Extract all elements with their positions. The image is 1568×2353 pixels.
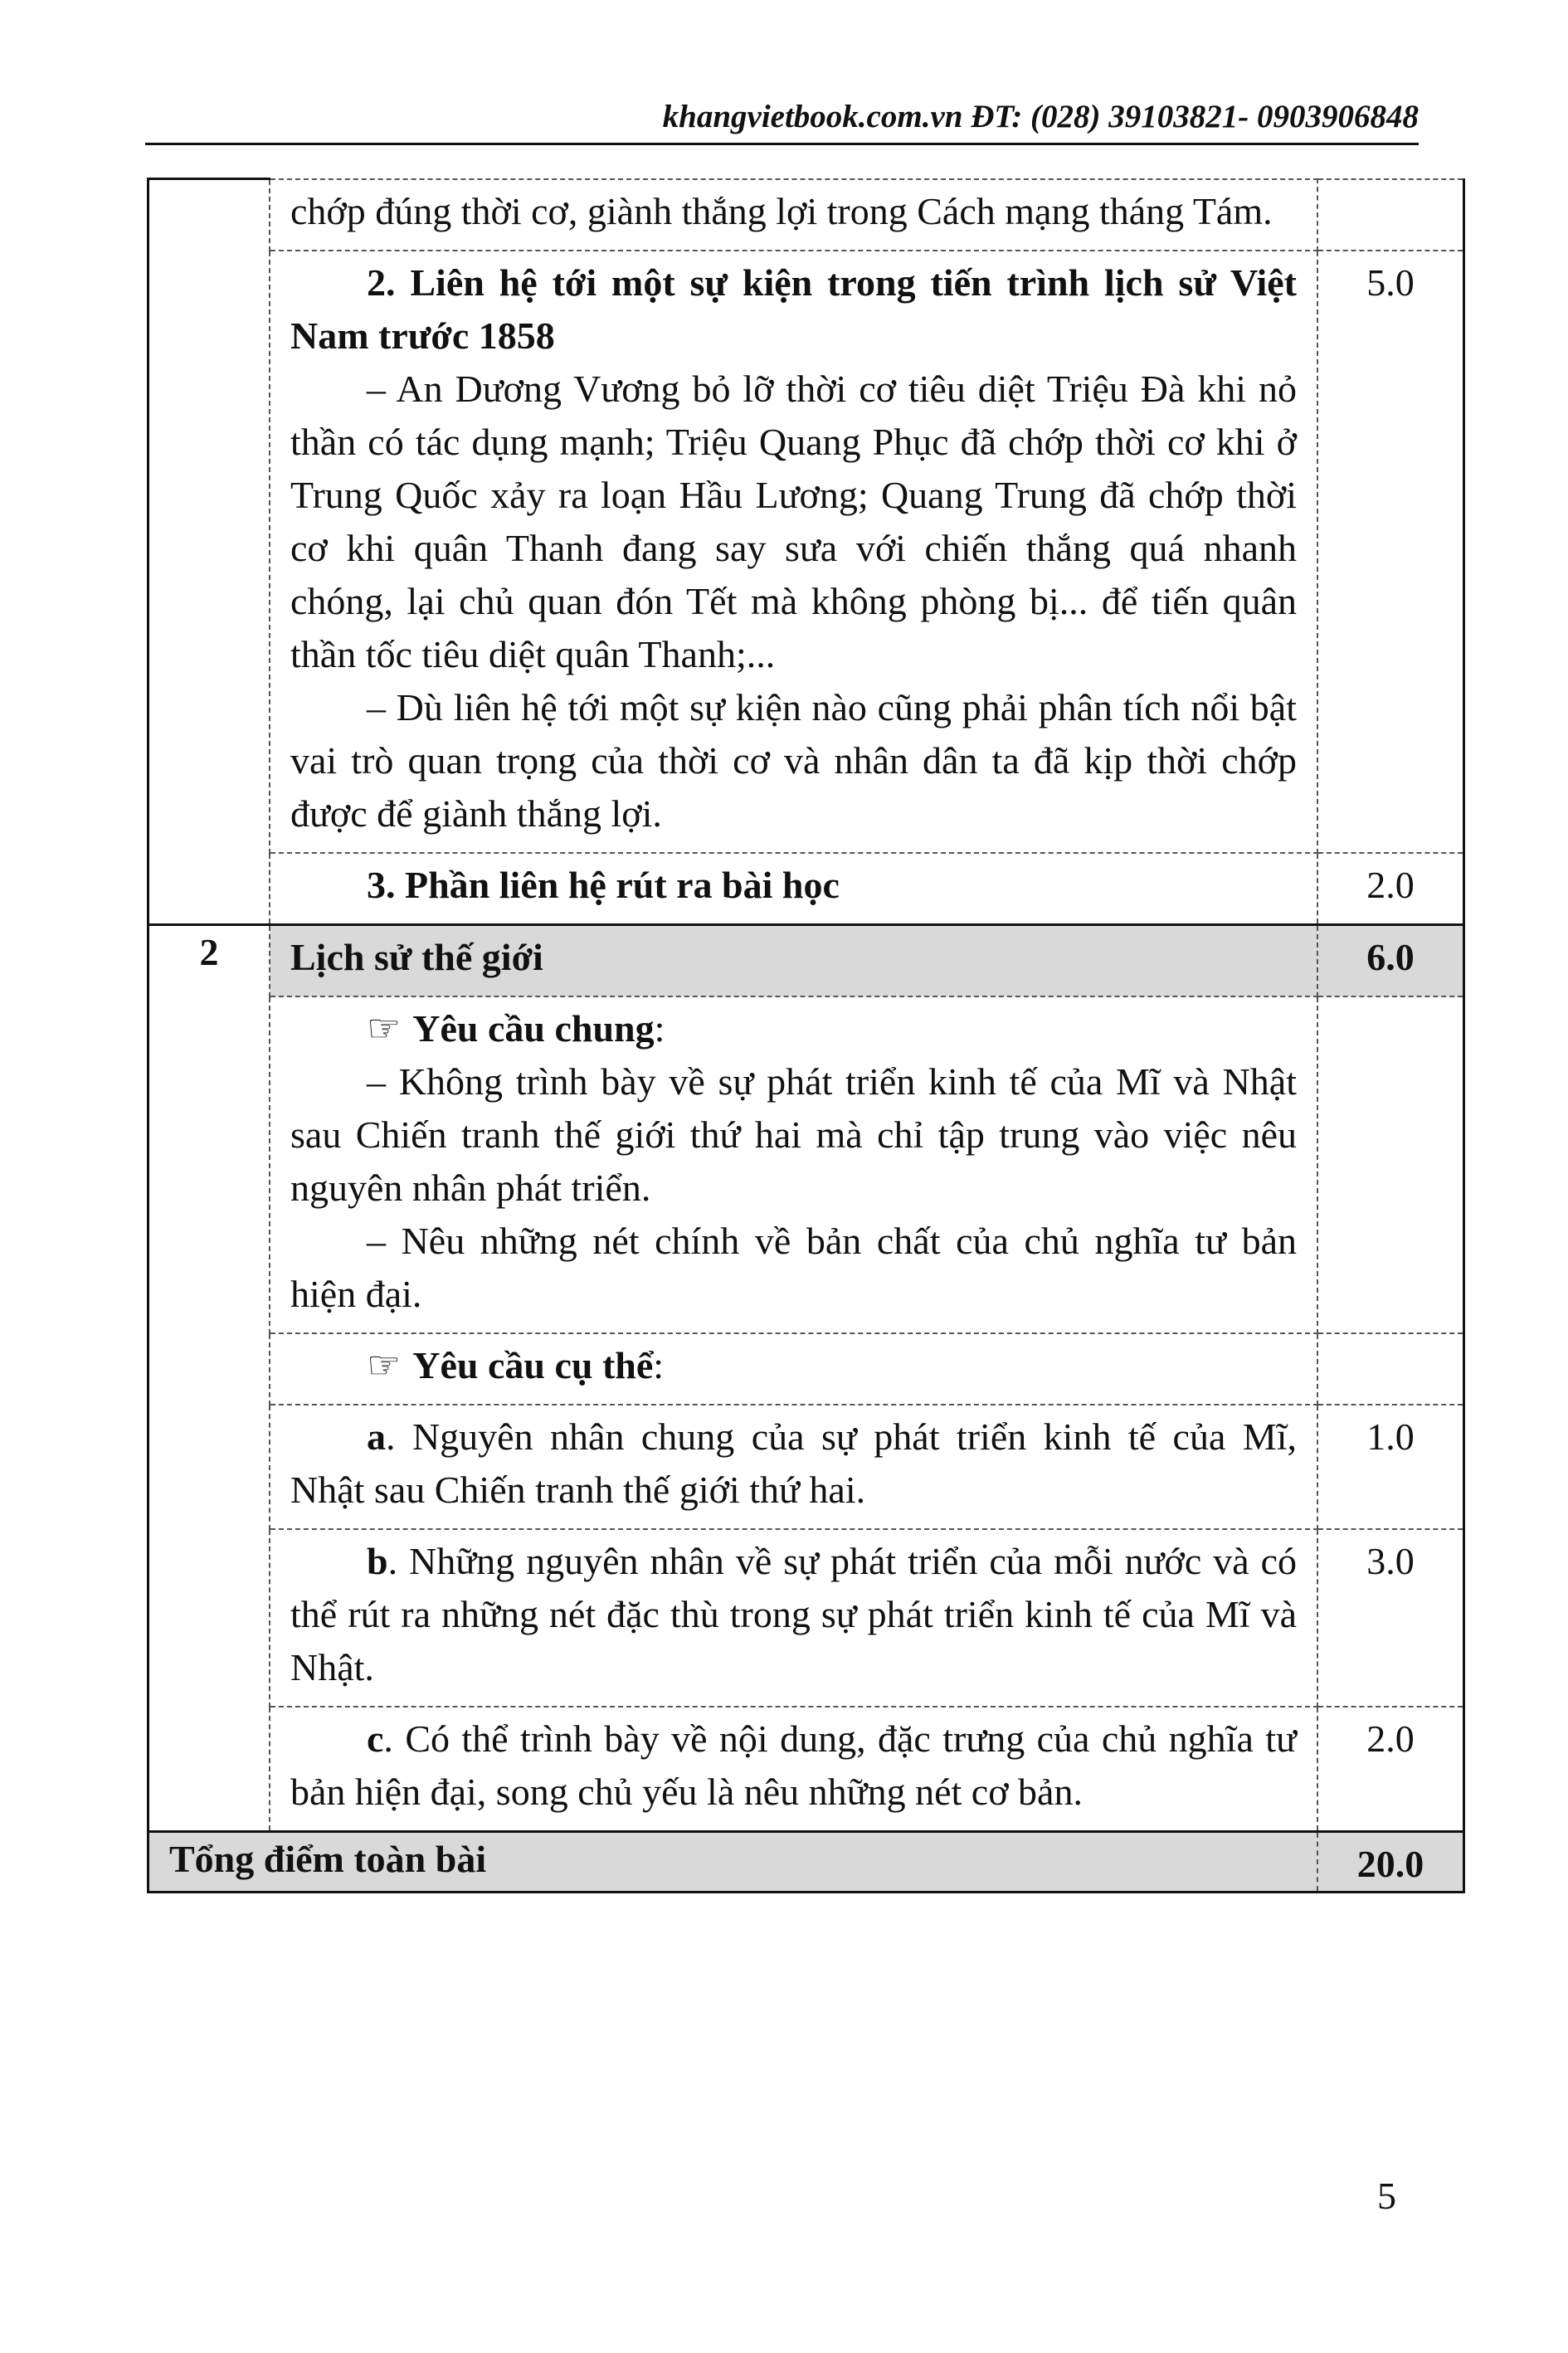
table-row [149,853,1464,925]
score-cell: 5.0 [1317,251,1464,853]
item-text: . Những nguyên nhân về sự phát triển của mỗi nước và có thể rút ra những nét đặc thù trong sự phát triển kinh tế của Mĩ và Nhật. [290,1539,1297,1688]
content-cell [270,251,1317,853]
score-cell [1317,996,1464,1333]
section-number-cell [149,1707,270,1832]
score-cell: 6.0 [1317,924,1464,996]
table-row [149,1529,1464,1707]
content-cell [270,1529,1317,1707]
item-title: . Phần liên hệ rút ra bài học [386,863,840,906]
item-text: . Nguyên nhân chung của sự phát triển kinh tế của Mĩ, Nhật sau Chiến tranh thế giới thứ hai. [290,1415,1297,1511]
section-number-cell: 2 [149,924,270,996]
requirement-paragraph: – Nêu những nét chính về bản chất của chủ nghĩa tư bản hiện đại. [290,1219,1297,1315]
page-header: khangvietbook.com.vn ĐT: (028) 39103821- 0903906848 [662,99,1419,134]
page-number: 5 [1377,2175,1396,2217]
item-paragraph [290,1712,1297,1819]
requirement-heading [290,1339,1297,1392]
requirement-heading [290,1002,1297,1055]
continuation-text: chớp đúng thời cơ, giành thắng lợi trong Cách mạng tháng Tám. [290,189,1273,232]
content-cell [270,1333,1317,1405]
item-heading [290,859,1297,912]
header-divider [145,143,1419,145]
item-paragraph [290,1410,1297,1517]
item-number: 2 [367,261,386,304]
item-letter: a [367,1415,386,1458]
score-cell: 2.0 [1317,1707,1464,1832]
total-row [149,1831,1464,1892]
item-paragraph: – An Dương Vương bỏ lỡ thời cơ tiêu diệt Triệu Đà khi nỏ thần có tác dụng mạnh; Triệu Quang Phục đã chớp thời cơ khi ở Trung Quốc xảy ra loạn Hầu Lương; Quang Trung đã chớp thời cơ khi quân Thanh đang say sưa với chiến thắng quá nhanh chóng, lại chủ quan đón Tết mà không phòng bị... để tiến quân thần tốc tiêu diệt quân Thanh;... [290,367,1297,675]
requirement-label: Yêu cầu chung [412,1006,655,1050]
total-score: 20.0 [1317,1831,1464,1892]
content-cell [270,924,1317,996]
section-number-cell [149,1405,270,1529]
section-number-cell [149,996,270,1333]
table-row [149,1707,1464,1832]
section-number-cell [149,853,270,925]
table-row [149,996,1464,1333]
score-cell [1317,179,1464,251]
score-cell [1317,1333,1464,1405]
score-cell: 1.0 [1317,1405,1464,1529]
section-number-cell [149,1333,270,1405]
requirement-colon: : [653,1343,665,1386]
requirement-colon: : [654,1006,665,1050]
content-cell [270,179,1317,251]
item-paragraph: – Dù liên hệ tới một sự kiện nào cũng phải phân tích nổi bật vai trò quan trọng của thời cơ và nhân dân ta đã kịp thời chớp được để giành thắng lợi. [290,685,1297,835]
section-number-cell [149,251,270,853]
table-row [149,1333,1464,1405]
grading-table [147,178,1465,1893]
content-cell [270,996,1317,1333]
table-row [149,1405,1464,1529]
score-cell: 2.0 [1317,853,1464,925]
item-paragraph [290,1535,1297,1694]
section-number-cell [149,1529,270,1707]
content-cell [270,853,1317,925]
section-number-cell [149,179,270,251]
item-letter: c [367,1717,384,1760]
content-cell [270,1405,1317,1529]
requirement-label: Yêu cầu cụ thể [412,1343,654,1386]
total-label: Tổng điểm toàn bài [149,1831,1318,1892]
section-title: Lịch sử thế giới [290,935,543,978]
section-header-row [149,924,1464,996]
item-number: 3 [367,863,386,906]
item-text: . Có thể trình bày về nội dung, đặc trưng của chủ nghĩa tư bản hiện đại, song chủ yếu là nêu những nét cơ bản. [290,1717,1297,1813]
pointing-hand-icon: ☞ [367,1006,402,1050]
item-heading [290,256,1297,363]
item-title: . Liên hệ tới một sự kiện trong tiến trình lịch sử Việt Nam trước 1858 [290,261,1297,357]
score-cell: 3.0 [1317,1529,1464,1707]
table-row [149,251,1464,853]
table-row [149,179,1464,251]
content-cell [270,1707,1317,1832]
pointing-hand-icon: ☞ [367,1343,402,1386]
requirement-paragraph: – Không trình bày về sự phát triển kinh tế của Mĩ và Nhật sau Chiến tranh thế giới thứ hai mà chỉ tập trung vào việc nêu nguyên nhân phát triển. [290,1060,1297,1209]
item-letter: b [367,1539,388,1582]
